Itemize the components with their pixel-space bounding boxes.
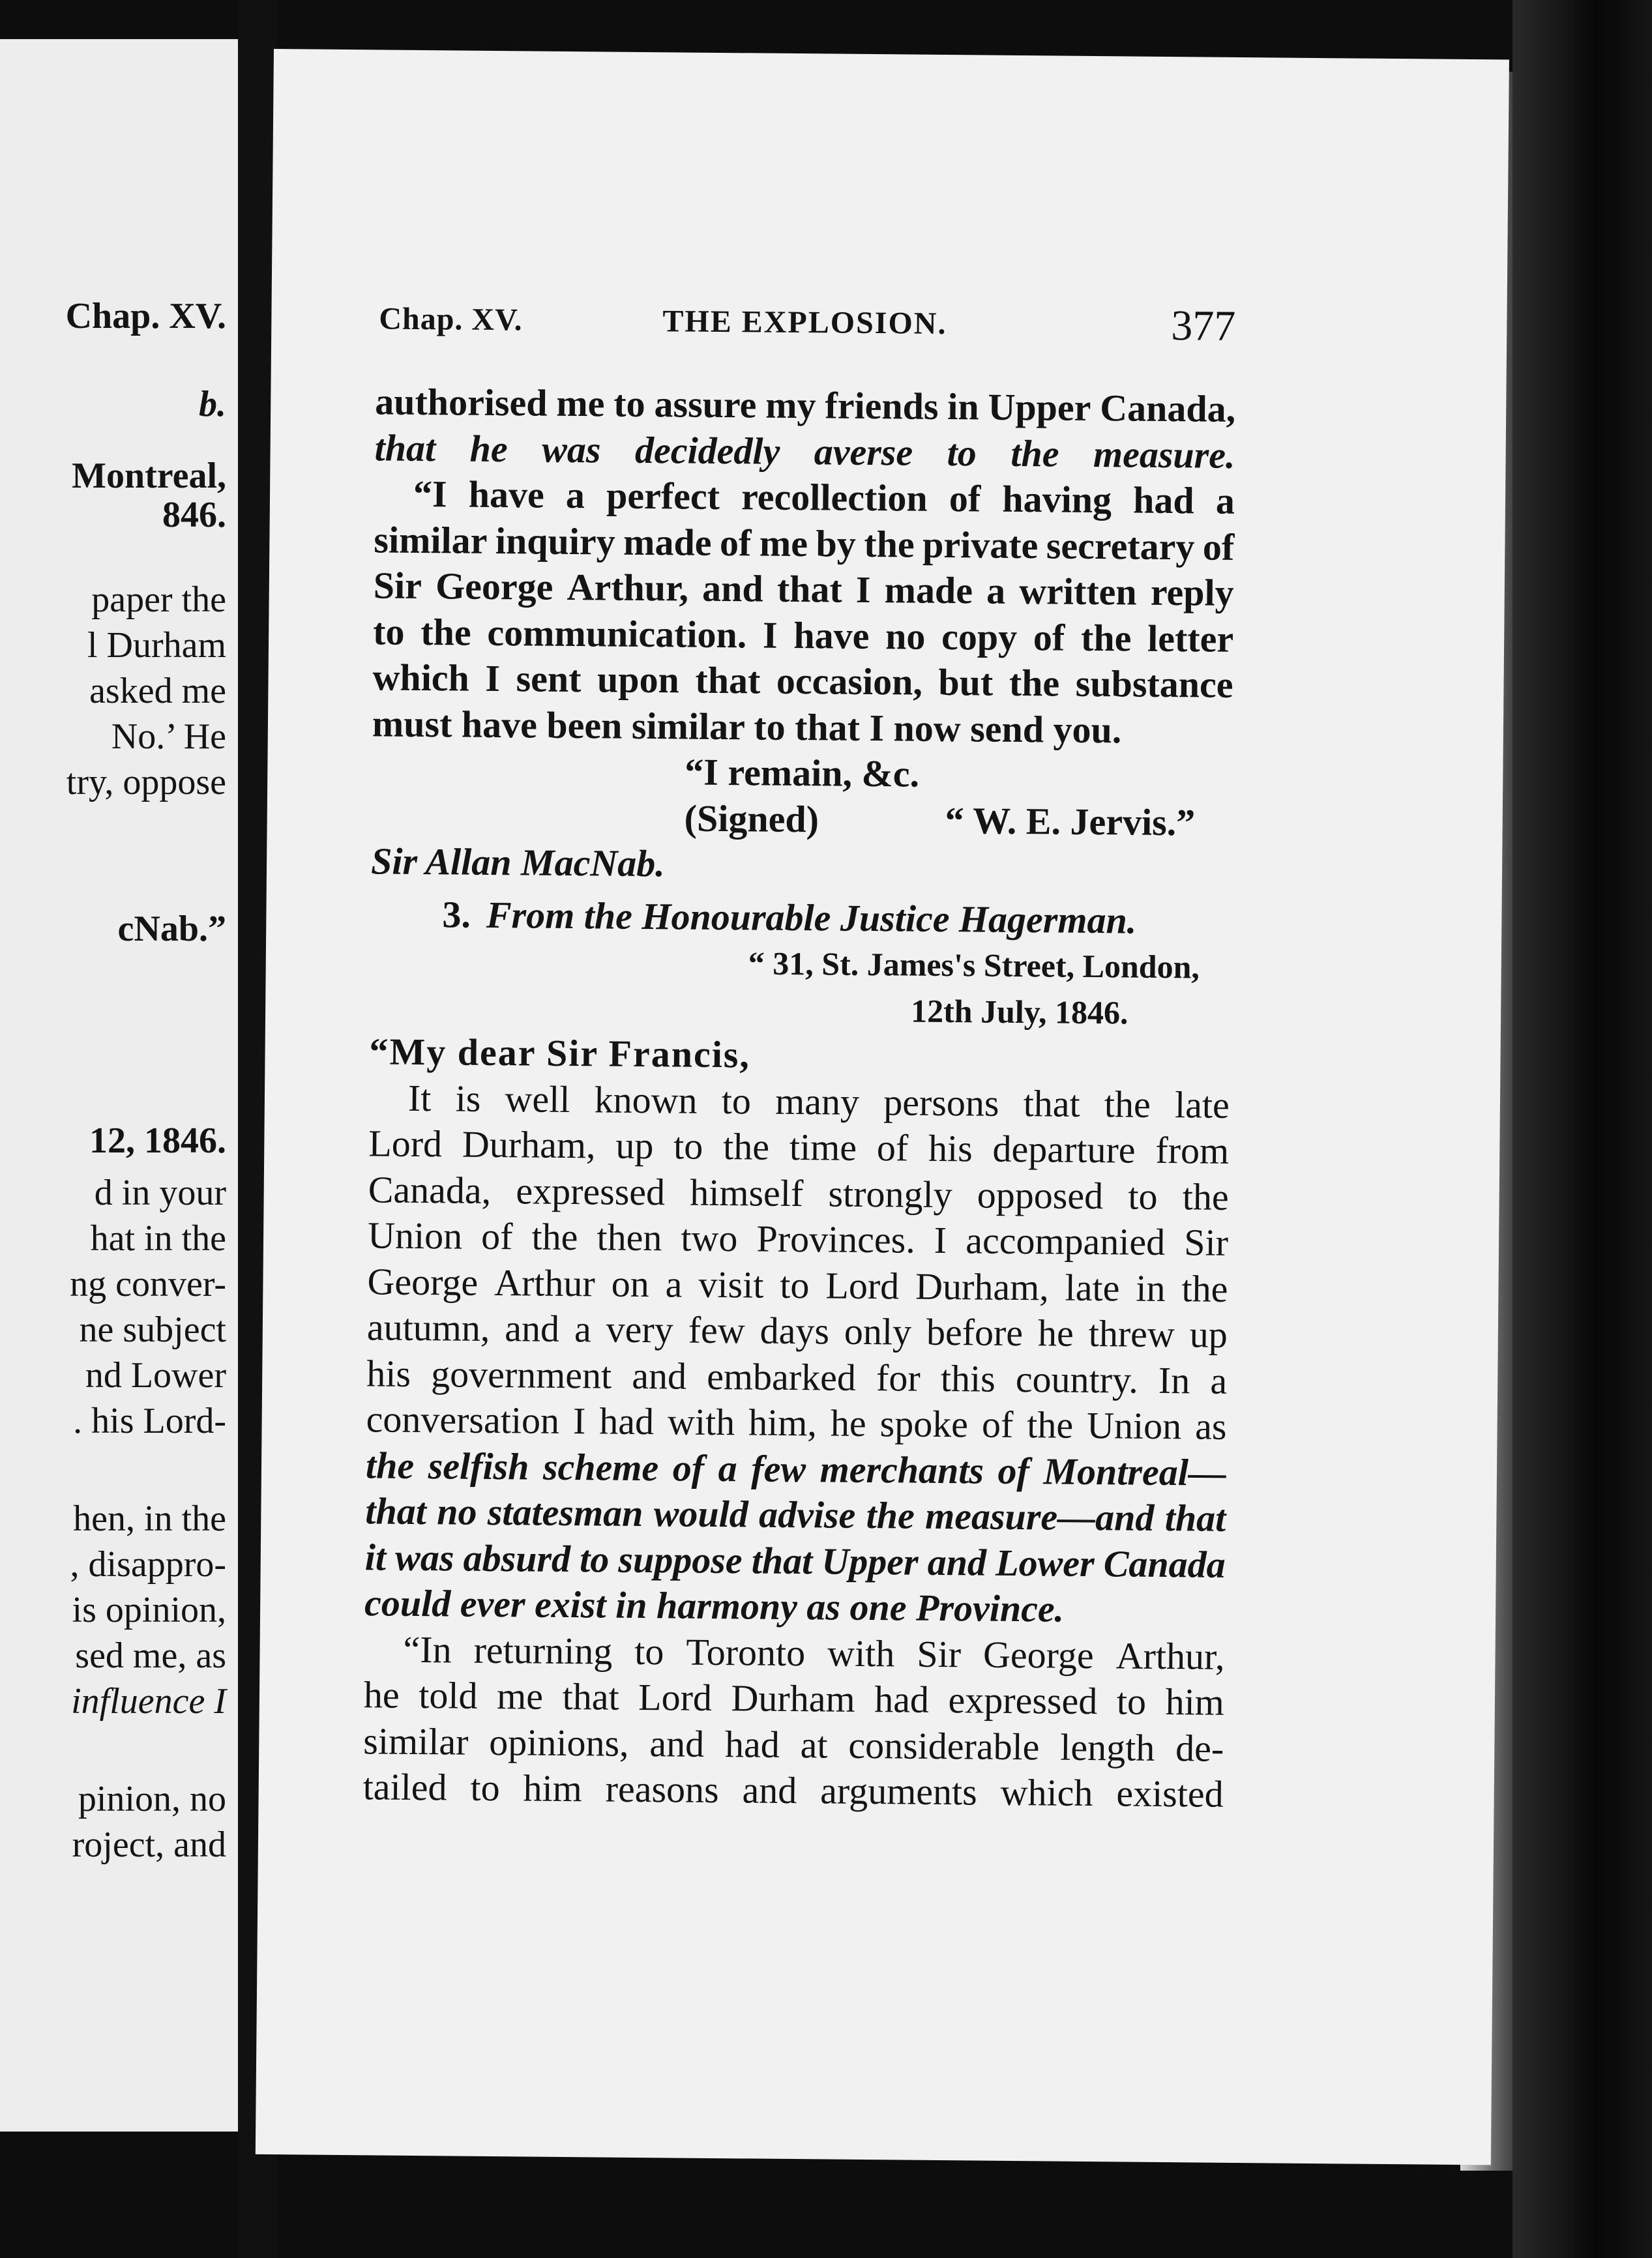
recipient-line: Sir Allan MacNab. [370, 840, 666, 885]
signed-line [371, 793, 1232, 846]
left-page-line: ne subject [79, 1310, 226, 1350]
signatory-name: “ W. E. Jervis.” [945, 799, 1196, 843]
left-page-line: , disappro- [70, 1544, 226, 1585]
book-page-377 [256, 49, 1509, 2165]
left-page-line: 846. [162, 495, 226, 535]
text-line: his government and embarked for this country. In a [366, 1351, 1228, 1402]
text-line: Canada, expressed himself strongly opposed to the [368, 1167, 1229, 1218]
letter-date: 12th July, 1846. [910, 992, 1128, 1031]
text-line: George Arthur on a visit to Lord Durham, late in the [367, 1259, 1228, 1310]
left-page-line: ng conver- [70, 1264, 226, 1304]
text-line: tailed to him reasons and arguments which existed [362, 1765, 1224, 1815]
text-line: Sir George Arthur, and that I made a written reply [373, 564, 1234, 614]
page-number: 377 [1171, 302, 1236, 350]
text-line: which I sent upon that occasion, but the substance [372, 656, 1233, 706]
left-page-line: is opinion, [72, 1590, 226, 1630]
text-line: Union of the then two Provinces. I accompanied Sir [367, 1214, 1229, 1264]
text-line: conversation I had with him, he spoke of the Union as [366, 1398, 1227, 1448]
page-body [362, 379, 1235, 1817]
text-line: he told me that Lord Durham had expressed to him [363, 1673, 1225, 1723]
text-line: that he was decidedly averse to the measure. [374, 426, 1235, 477]
letter-salutation: “My dear Sir Francis, [369, 1030, 751, 1076]
text-line: similar inquiry made of me by the private secretary of [374, 518, 1235, 568]
left-page-line: cNab.” [117, 909, 226, 949]
left-page-line: Chap. XV. [65, 296, 226, 336]
left-page-line: roject, and [72, 1825, 226, 1865]
running-title: THE EXPLOSION. [662, 304, 947, 342]
signed-label: (Signed) [684, 797, 819, 840]
letter-address: “ 31, St. James's Street, London, [748, 945, 1200, 986]
left-page-line: 12, 1846. [89, 1121, 226, 1161]
page-header [274, 49, 1509, 350]
section-title: From the Honourable Justice Hagerman. [486, 893, 1137, 942]
text-line: similar opinions, and had at considerable length de- [363, 1719, 1224, 1770]
text-line: it was absurd to suppose that Upper and Lower Canada [364, 1535, 1226, 1586]
text-line: could ever exist in harmony as one Province. [364, 1581, 1065, 1630]
left-page-line: Montreal, [72, 456, 226, 496]
text-line: “In returning to Toronto with Sir George Arthur, [403, 1628, 1225, 1678]
text-line: Lord Durham, up to the time of his departure from [368, 1122, 1230, 1172]
left-page-line: hen, in the [73, 1499, 226, 1539]
chapter-label: Chap. XV. [379, 301, 523, 338]
text-line: the selfish scheme of a few merchants of Montreal— [365, 1443, 1227, 1494]
text-line: autumn, and a very few days only before he threw up [366, 1306, 1228, 1356]
text-line: that no statesman would advise the measure—and that [365, 1489, 1226, 1540]
left-page-line: nd Lower [85, 1355, 226, 1396]
section-number: 3. [442, 892, 471, 936]
left-page-line: b. [199, 384, 226, 424]
left-page-line: asked me [89, 671, 226, 711]
text-line: to the communication. I have no copy of the letter [372, 609, 1234, 660]
facing-page-left [0, 39, 242, 2132]
left-page-line: try, oppose [66, 762, 226, 802]
text-line: It is well known to many persons that the late [407, 1076, 1230, 1126]
section-heading [370, 891, 1232, 945]
left-page-line: d in your [94, 1173, 226, 1213]
left-page-line: l Durham [87, 625, 226, 666]
text-line: authorised me to assure my friends in Upper Canada, [375, 380, 1236, 430]
left-page-line: paper the [91, 579, 226, 620]
left-page-line: . his Lord- [73, 1401, 226, 1441]
left-page-line: pinion, no [78, 1779, 226, 1819]
left-page-line: No.’ He [111, 716, 226, 757]
left-page-line: influence I [71, 1681, 226, 1722]
text-line: “I remain, &c. [685, 750, 920, 795]
left-page-line: hat in the [90, 1218, 226, 1259]
text-line: must have been similar to that I now send you. [372, 701, 1122, 751]
book-cover-edge [1512, 0, 1652, 2258]
left-page-line: sed me, as [75, 1635, 226, 1676]
text-line: “I have a perfect recollection of having had a [413, 472, 1235, 522]
